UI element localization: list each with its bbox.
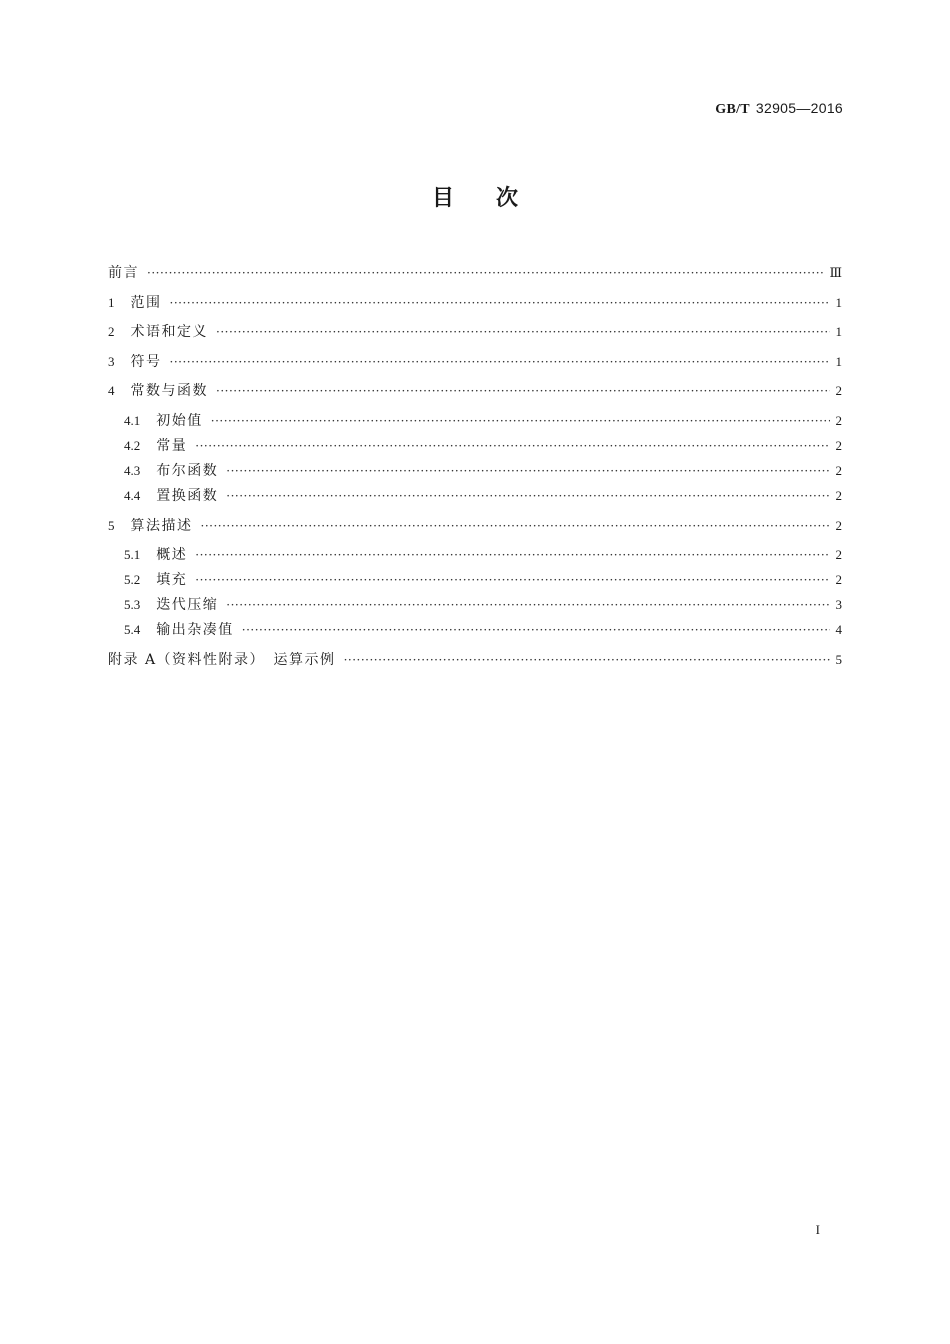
toc-entry-number: 4: [108, 383, 115, 399]
toc-entry-number: 4.2: [124, 437, 141, 453]
toc-entry-label: 范围: [130, 294, 162, 311]
page-title: 目次: [431, 186, 560, 211]
toc-entry-page: 5: [835, 651, 842, 667]
toc-leader-dots: [226, 484, 830, 509]
toc-entry-page: 2: [835, 487, 842, 503]
toc-entry[interactable]: [108, 647, 842, 672]
toc-entry[interactable]: [108, 617, 842, 642]
standard-code: [715, 100, 843, 118]
toc-entry-page: 3: [835, 597, 842, 613]
toc-leader-dots: [242, 618, 830, 643]
toc-entry[interactable]: [108, 483, 842, 508]
toc-entry[interactable]: [108, 433, 842, 458]
toc-entry-number: 5: [108, 517, 115, 533]
toc-entry-number: 3: [108, 353, 115, 369]
toc-entry-label: 填充: [156, 572, 188, 589]
toc-entry-number: 5.1: [124, 547, 141, 563]
toc-entry[interactable]: [108, 542, 842, 567]
toc-leader-dots: [216, 379, 830, 404]
toc-leader-dots: [195, 434, 830, 459]
standard-number: 32905—2016: [755, 100, 843, 116]
toc-entry-number: 5.3: [124, 597, 141, 613]
toc-entry-page: 1: [835, 294, 842, 310]
table-of-contents: [108, 260, 842, 676]
toc-entry-number: 4.3: [124, 462, 141, 478]
toc-leader-dots: [170, 350, 831, 375]
toc-entry-page: 2: [835, 517, 842, 533]
toc-entry-page: Ⅲ: [829, 265, 842, 280]
toc-entry[interactable]: [108, 378, 842, 403]
toc-leader-dots: [211, 409, 830, 434]
toc-entry[interactable]: [108, 592, 842, 617]
toc-entry[interactable]: [108, 567, 842, 592]
toc-entry-label: 输出杂凑值: [156, 622, 234, 639]
toc-entry-label: 常数与函数: [130, 383, 208, 400]
toc-leader-dots: [201, 514, 831, 539]
toc-entry-number: 2: [108, 324, 115, 340]
toc-entry[interactable]: [108, 408, 842, 433]
toc-entry[interactable]: [108, 458, 842, 483]
toc-entry-number: 1: [108, 294, 115, 310]
toc-entry-page: 2: [835, 412, 842, 428]
toc-entry-number: 4.4: [124, 487, 141, 503]
standard-prefix: GB/T: [715, 102, 750, 117]
toc-entry-number: 5.2: [124, 572, 141, 588]
toc-entry-label: 迭代压缩: [156, 597, 219, 614]
toc-entry-label: 置换函数: [156, 487, 219, 504]
toc-entry-label: 初始值: [156, 412, 203, 429]
toc-leader-dots: [170, 291, 831, 316]
toc-leader-dots: [195, 543, 830, 568]
toc-leader-dots: [195, 568, 830, 593]
toc-entry-label: 术语和定义: [130, 324, 208, 341]
toc-entry-number: 4.1: [124, 412, 141, 428]
page-number: I: [815, 1222, 820, 1237]
toc-entry-number: 5.4: [124, 622, 141, 638]
toc-entry-page: 2: [835, 572, 842, 588]
toc-entry[interactable]: [108, 319, 842, 344]
toc-entry-label: 前言: [108, 265, 139, 281]
toc-entry-label: 算法描述: [130, 517, 193, 534]
toc-entry-page: 2: [835, 437, 842, 453]
toc-entry-label: 附录 A（资料性附录） 运算示例: [108, 651, 336, 668]
toc-entry[interactable]: [108, 513, 842, 538]
toc-entry-page: 4: [835, 622, 842, 638]
toc-entry[interactable]: [108, 290, 842, 315]
toc-entry-page: 2: [835, 547, 842, 563]
toc-entry-label: 符号: [130, 353, 162, 370]
toc-entry[interactable]: [108, 260, 842, 285]
toc-entry-label: 布尔函数: [156, 462, 219, 479]
toc-leader-dots: [226, 593, 830, 618]
toc-leader-dots: [147, 261, 825, 286]
toc-leader-dots: [216, 320, 830, 345]
toc-entry-page: 2: [835, 383, 842, 399]
toc-entry-page: 1: [835, 324, 842, 340]
toc-entry[interactable]: [108, 349, 842, 374]
toc-entry-page: 1: [835, 353, 842, 369]
toc-entry-label: 常量: [156, 437, 188, 454]
toc-leader-dots: [344, 648, 830, 673]
toc-entry-page: 2: [835, 462, 842, 478]
toc-leader-dots: [226, 459, 830, 484]
toc-entry-label: 概述: [156, 547, 188, 564]
